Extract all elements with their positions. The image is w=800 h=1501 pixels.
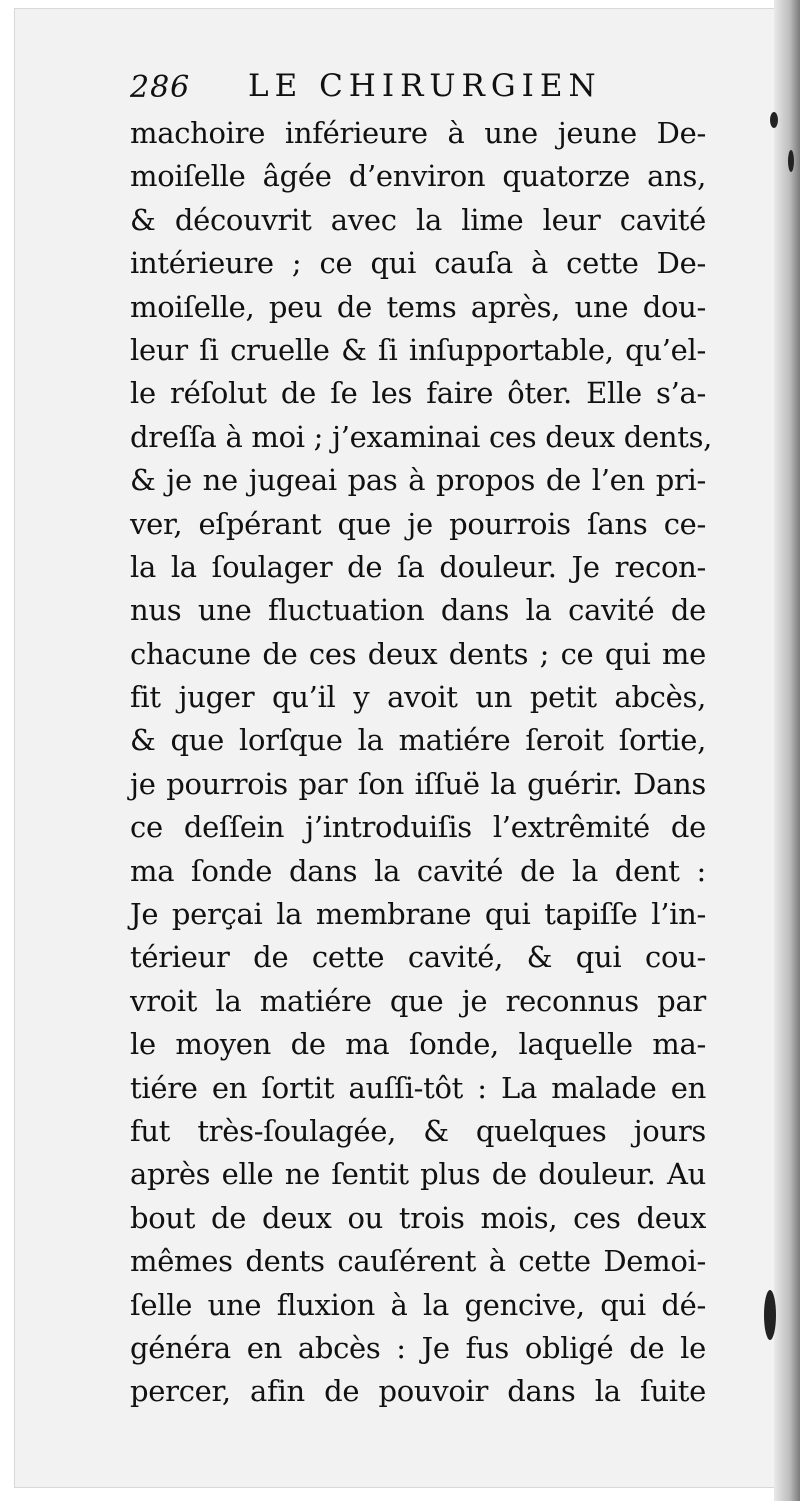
text-line: ſelle une fluxion à la gencive, qui dé- xyxy=(130,1287,706,1322)
text-line: généra en abcès : Je fus obligé de le xyxy=(130,1330,706,1365)
text-line: ce deſſein j’introduiſis l’extrêmité de xyxy=(130,810,706,845)
text-line: tiére en ſortit auſſi-tôt : La malade en xyxy=(130,1070,706,1105)
text-line: le moyen de ma ſonde, laquelle ma- xyxy=(130,1027,706,1062)
body-text xyxy=(130,112,713,1414)
text-line: je pourrois par ſon iſſuë la guérir. Dans xyxy=(130,766,706,801)
running-head: LE CHIRURGIEN xyxy=(248,68,602,104)
ink-speck xyxy=(788,150,794,172)
text-line: nus une fluctuation dans la cavité de xyxy=(130,593,706,628)
text-line: percer, afin de pouvoir dans la ſuite xyxy=(130,1374,706,1409)
page-number: 286 xyxy=(130,70,191,105)
text-line: bout de deux ou trois mois, ces deux xyxy=(130,1200,706,1235)
text-line: leur ſi cruelle & ſi inſupportable, qu’el- xyxy=(130,332,706,367)
text-line: térieur de cette cavité, & qui cou- xyxy=(130,940,706,975)
text-line: ver, eſpérant que je pourrois ſans ce- xyxy=(130,506,706,541)
page-header xyxy=(118,68,718,112)
text-line: chacune de ces deux dents ; ce qui me xyxy=(130,636,706,671)
text-line: & découvrit avec la lime leur cavité xyxy=(130,202,706,237)
text-line: la la ſoulager de ſa douleur. Je recon- xyxy=(130,549,706,584)
text-line: Je perçai la membrane qui tapiſſe l’in- xyxy=(130,897,706,932)
text-line: vroit la matiére que je reconnus par xyxy=(130,983,706,1018)
ink-speck xyxy=(764,1290,776,1340)
text-line: mêmes dents cauſérent à cette Demoi- xyxy=(130,1244,706,1279)
text-line: machoire inférieure à une jeune De- xyxy=(130,116,706,150)
text-line: après elle ne ſentit plus de douleur. Au xyxy=(130,1157,706,1192)
text-line: le réſolut de ſe les faire ôter. Elle s’a- xyxy=(130,376,706,411)
text-line: intérieure ; ce qui cauſa à cette De- xyxy=(130,246,706,281)
text-line: & je ne jugeai pas à propos de l’en pri- xyxy=(130,463,706,498)
text-line: fit juger qu’il y avoit un petit abcès, xyxy=(130,680,706,715)
ink-speck xyxy=(770,112,778,128)
text-line: & que lorſque la matiére ſeroit ſortie, xyxy=(130,723,706,758)
text-line: ma ſonde dans la cavité de la dent : xyxy=(130,853,706,888)
page-gutter-shadow xyxy=(774,0,800,1501)
text-line: dreſſa à moi ; j’examinai ces deux dents, xyxy=(130,419,713,454)
text-line: moiſelle âgée d’environ quatorze ans, xyxy=(130,159,706,194)
text-line: fut très-ſoulagée, & quelques jours xyxy=(130,1113,706,1148)
text-line: moiſelle, peu de tems après, une dou- xyxy=(130,289,706,324)
